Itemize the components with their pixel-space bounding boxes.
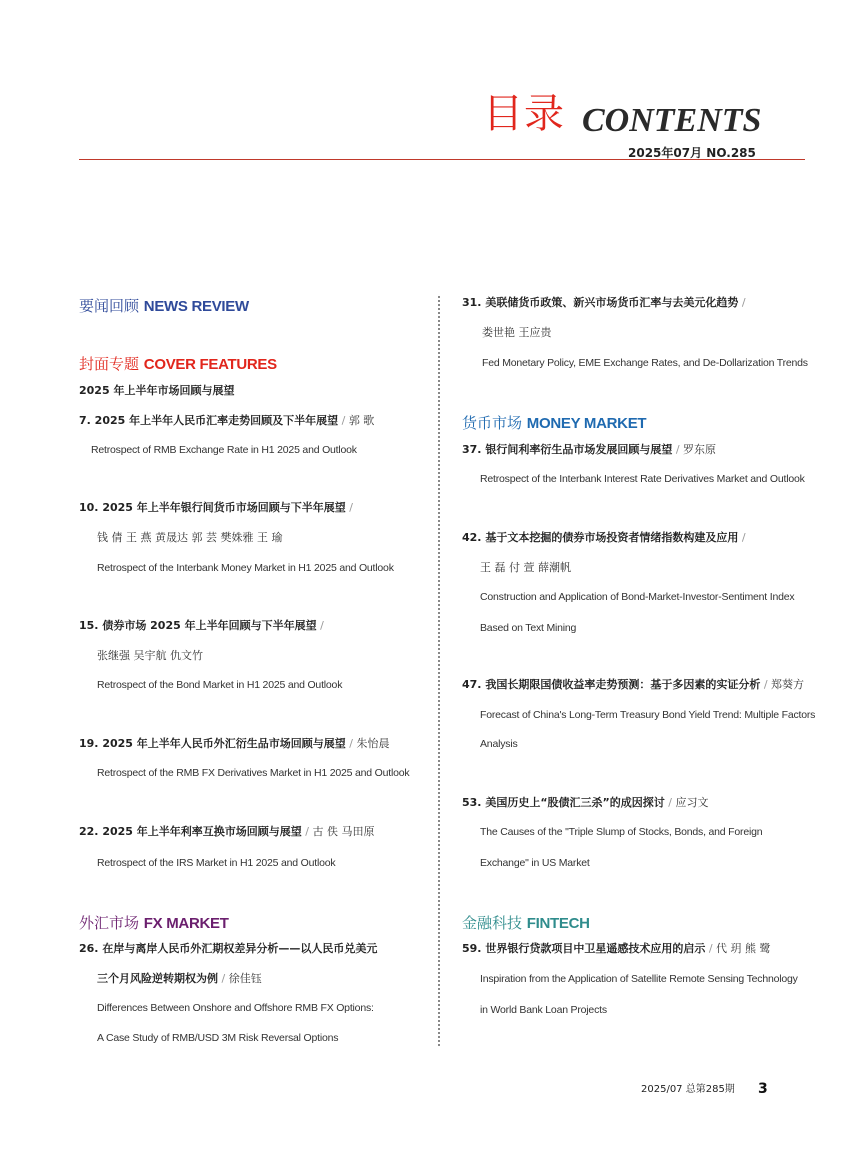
article-title-en: Retrospect of the Interbank Money Market in H1 2025 and Outlook xyxy=(97,562,394,574)
column-divider xyxy=(438,296,440,1046)
page-number: 3 xyxy=(758,1081,768,1097)
section-en: COVER FEATURES xyxy=(143,356,277,373)
article-author: 张继强 吴宇航 仇文竹 xyxy=(97,649,203,662)
article-title: 37. 银行间利率衍生品市场发展回顾与展望 xyxy=(462,443,673,456)
article-author: 古 佚 马田原 xyxy=(312,825,375,838)
article-title-en: Differences Between Onshore and Offshore RMB FX Options: xyxy=(97,1002,374,1014)
article-title-en: Inspiration from the Application of Satellite Remote Sensing Technology xyxy=(480,973,798,985)
article-title-en: Exchange" in US Market xyxy=(480,857,590,869)
toc-item-15[interactable]: 15. 债券市场 2025 年上半年回顾与下半年展望 / xyxy=(79,619,324,632)
section-money-market[interactable] xyxy=(462,414,646,433)
issue-label: 2025年07月 NO.285 xyxy=(628,146,756,160)
contents-title-en: CONTENTS xyxy=(582,102,762,139)
toc-item-26[interactable] xyxy=(79,942,377,956)
article-title-en: A Case Study of RMB/USD 3M Risk Reversal Options xyxy=(97,1032,339,1044)
toc-item-26-cont[interactable]: 三个月风险逆转期权为例 / 徐佳钰 xyxy=(97,972,262,985)
article-title: 47. 我国长期限国债收益率走势预测：基于多因素的实证分析 xyxy=(462,678,761,691)
article-author: 徐佳钰 xyxy=(228,972,262,985)
article-title-en: Analysis xyxy=(480,738,518,750)
section-en: MONEY MARKET xyxy=(526,415,647,432)
article-title: 31. 美联储货币政策、新兴市场货币汇率与去美元化趋势 xyxy=(462,296,739,309)
section-zh: 封面专题 xyxy=(79,355,140,373)
article-title-en: Retrospect of the IRS Market in H1 2025 and Outlook xyxy=(97,857,336,869)
article-author: 郑葵方 xyxy=(771,678,805,691)
toc-item-42[interactable]: 42. 基于文本挖掘的债券市场投资者情绪指数构建及应用 / xyxy=(462,531,746,544)
article-title: 59. 世界银行贷款项目中卫星遥感技术应用的启示 xyxy=(462,942,706,955)
section-cover-features[interactable] xyxy=(79,355,277,374)
toc-item-59[interactable]: 59. 世界银行贷款项目中卫星遥感技术应用的启示 / 代 玥 熊 鹭 xyxy=(462,942,771,955)
article-author: 娄世艳 王应贵 xyxy=(482,326,552,339)
section-en: FINTECH xyxy=(526,915,590,932)
article-title-en: Construction and Application of Bond-Market-Investor-Sentiment Index xyxy=(480,591,795,603)
toc-item-37[interactable]: 37. 银行间利率衍生品市场发展回顾与展望 / 罗东原 xyxy=(462,443,717,456)
article-title: 10. 2025 年上半年银行间货币市场回顾与下半年展望 xyxy=(79,501,346,514)
section-fx-market[interactable] xyxy=(79,914,229,933)
contents-title-zh: 目录 xyxy=(483,91,565,137)
article-title: 26. 在岸与离岸人民币外汇期权差异分析——以人民币兑美元 xyxy=(79,942,378,955)
article-author: 郭 歌 xyxy=(348,414,375,427)
article-title-en: Retrospect of the RMB FX Derivatives Market in H1 2025 and Outlook xyxy=(97,767,410,779)
cover-subtitle: 2025 年上半年市场回顾与展望 xyxy=(79,384,235,397)
section-en: FX MARKET xyxy=(143,915,229,932)
section-zh: 金融科技 xyxy=(462,914,523,932)
article-author: 王 磊 付 萱 薛潮帆 xyxy=(480,561,571,574)
article-title-en: Based on Text Mining xyxy=(480,622,577,634)
footer-issue: 2025/07 总第285期 xyxy=(641,1084,735,1095)
article-author: 罗东原 xyxy=(683,443,717,456)
article-title-cont: 三个月风险逆转期权为例 xyxy=(97,972,218,985)
section-zh: 外汇市场 xyxy=(79,914,140,932)
toc-item-53[interactable]: 53. 美国历史上“股债汇三杀”的成因探讨 / 应习文 xyxy=(462,796,709,809)
article-title-en: Fed Monetary Policy, EME Exchange Rates, and De-Dollarization Trends xyxy=(482,357,808,369)
article-title-en: in World Bank Loan Projects xyxy=(480,1004,607,1016)
toc-item-31[interactable]: 31. 美联储货币政策、新兴市场货币汇率与去美元化趋势 / xyxy=(462,296,746,309)
article-author: 钱 倩 王 燕 黄晟达 郭 芸 樊姝雅 王 瑜 xyxy=(97,531,283,544)
toc-item-7[interactable]: 7. 2025 年上半年人民币汇率走势回顾及下半年展望 / 郭 歌 xyxy=(79,414,375,427)
toc-item-22[interactable]: 22. 2025 年上半年利率互换市场回顾与展望 / 古 佚 马田原 xyxy=(79,825,375,838)
section-en: NEWS REVIEW xyxy=(143,298,249,315)
section-zh: 要闻回顾 xyxy=(79,297,140,315)
article-author: 代 玥 熊 鹭 xyxy=(716,942,771,955)
article-title: 7. 2025 年上半年人民币汇率走势回顾及下半年展望 xyxy=(79,414,339,427)
article-title: 15. 债券市场 2025 年上半年回顾与下半年展望 xyxy=(79,619,317,632)
article-title-en: Retrospect of RMB Exchange Rate in H1 2025 and Outlook xyxy=(91,444,357,456)
section-news-review[interactable] xyxy=(79,297,249,316)
article-author: 朱怡晨 xyxy=(356,737,390,750)
article-title-en: Retrospect of the Interbank Interest Rate Derivatives Market and Outlook xyxy=(480,473,805,485)
article-author: 应习文 xyxy=(675,796,709,809)
article-title: 53. 美国历史上“股债汇三杀”的成因探讨 xyxy=(462,796,665,809)
section-fintech[interactable] xyxy=(462,914,590,933)
article-title-en: Forecast of China's Long-Term Treasury Bond Yield Trend: Multiple Factors xyxy=(480,709,816,721)
toc-item-19[interactable]: 19. 2025 年上半年人民币外汇衍生品市场回顾与展望 / 朱怡晨 xyxy=(79,737,390,750)
article-title-en: Retrospect of the Bond Market in H1 2025 and Outlook xyxy=(97,679,343,691)
toc-item-10[interactable]: 10. 2025 年上半年银行间货币市场回顾与下半年展望 / xyxy=(79,501,353,514)
section-zh: 货币市场 xyxy=(462,414,523,432)
article-title-en: The Causes of the "Triple Slump of Stocks, Bonds, and Foreign xyxy=(480,826,763,838)
article-title: 22. 2025 年上半年利率互换市场回顾与展望 xyxy=(79,825,302,838)
article-title: 42. 基于文本挖掘的债券市场投资者情绪指数构建及应用 xyxy=(462,531,739,544)
article-title: 19. 2025 年上半年人民币外汇衍生品市场回顾与展望 xyxy=(79,737,346,750)
toc-item-47[interactable]: 47. 我国长期限国债收益率走势预测：基于多因素的实证分析 / 郑葵方 xyxy=(462,678,805,691)
